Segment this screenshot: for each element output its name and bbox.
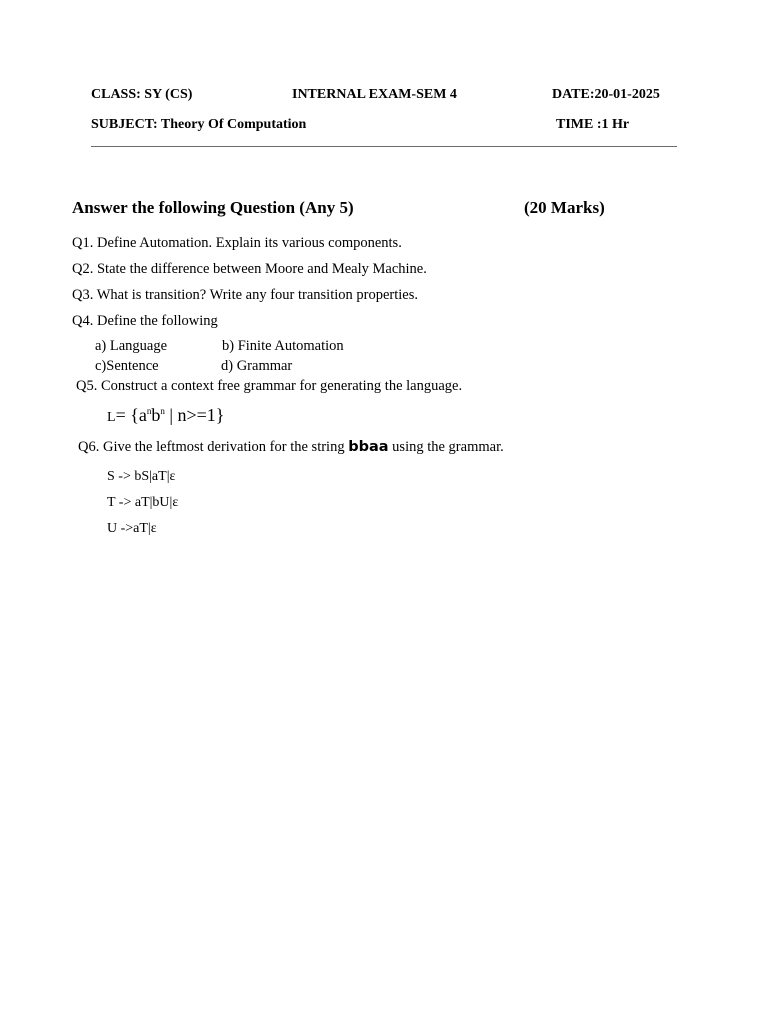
formula-eq: = {a (115, 405, 147, 425)
section-instruction: Answer the following Question (Any 5) (72, 198, 354, 217)
time-label: TIME :1 Hr (556, 117, 630, 132)
question-6 (78, 439, 504, 456)
header-divider (91, 146, 677, 147)
production-t: T -> aT|bU|ε (107, 495, 179, 510)
date-label: DATE:20-01-2025 (552, 87, 660, 102)
exam-label: INTERNAL EXAM-SEM 4 (292, 87, 457, 102)
formula-lhs: L (107, 410, 116, 425)
language-formula (107, 405, 224, 426)
section-marks: (20 Marks) (524, 198, 605, 217)
q4-option-b: b) Finite Automation (222, 338, 344, 354)
q4-option-a: a) Language (95, 338, 168, 354)
q4-option-c: c)Sentence (95, 358, 159, 374)
production-s: S -> bS|aT|ε (107, 469, 176, 484)
q4-option-d: d) Grammar (221, 358, 293, 374)
formula-exp-2: n (160, 406, 165, 416)
q6-string: bbaa (348, 439, 389, 455)
question-5: Q5. Construct a context free grammar for generating the language. (76, 378, 463, 394)
formula-exp-1: n (146, 406, 152, 416)
question-3: Q3. What is transition? Write any four transition properties. (72, 287, 418, 303)
subject-label: SUBJECT: Theory Of Computation (91, 117, 307, 132)
q6-text-after: using the grammar. (388, 439, 504, 455)
formula-rest: | n>=1} (164, 405, 225, 425)
question-1: Q1. Define Automation. Explain its various components. (72, 235, 402, 251)
class-label: CLASS: SY (CS) (91, 87, 193, 102)
question-4: Q4. Define the following (72, 313, 218, 329)
question-2: Q2. State the difference between Moore and Mealy Machine. (72, 261, 427, 277)
q6-text-before: Q6. Give the leftmost derivation for the string (78, 439, 349, 455)
formula-mid: b (151, 405, 161, 425)
production-u: U ->aT|ε (107, 521, 157, 536)
